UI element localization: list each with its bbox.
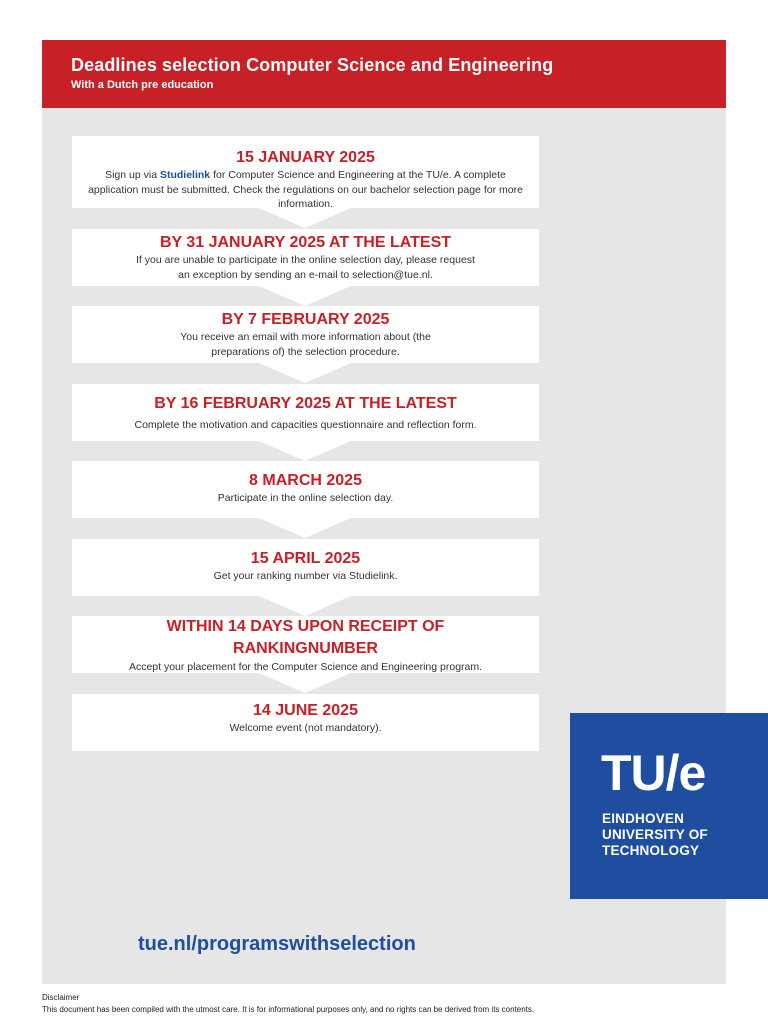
step-description: You receive an email with more information about (the preparations of) the selection procedure. [180,331,431,358]
step-description: Complete the motivation and capacities questionnaire and reflection form. [134,419,477,431]
step-date: 15 APRIL 2025 [250,550,361,567]
step-description: Participate in the online selection day. [217,492,394,504]
arrow-down-icon [259,518,351,538]
tue-logo [570,713,768,899]
logo-line-2: UNIVERSITY OF [602,827,708,842]
timeline-step-4 [72,384,539,441]
step-date: 15 JANUARY 2025 [236,149,375,166]
arrow-down-icon [259,286,351,306]
step-description: If you are unable to participate in the online selection day, please request an exception by sending an e-mail to selection@tue.nl. [136,254,475,281]
header-banner [42,40,726,108]
page-subtitle: With a Dutch pre education [71,79,214,91]
page-title: Deadlines selection Computer Science and Engineering [71,55,554,75]
timeline-step-3 [72,306,539,363]
arrow-down-icon [259,208,351,228]
logo-mark: TU/e [601,745,706,801]
program-url-link[interactable]: tue.nl/programswithselection [138,933,416,955]
timeline-step-6 [72,539,539,596]
step-description: Welcome event (not mandatory). [229,722,382,734]
timeline-step-5 [72,461,539,518]
arrow-down-icon [259,673,351,693]
timeline-step-2 [72,229,539,286]
step-date: BY 7 FEBRUARY 2025 [221,311,390,328]
step-date: 8 MARCH 2025 [249,472,362,489]
arrow-down-icon [259,363,351,383]
step-date: 14 JUNE 2025 [253,702,358,719]
arrow-down-icon [259,441,351,461]
disclaimer-title: Disclaimer [42,993,80,1002]
timeline-step-1 [72,136,539,208]
step-description: Accept your placement for the Computer Science and Engineering program. [128,661,483,673]
arrow-down-icon [259,596,351,616]
logo-line-3: TECHNOLOGY [602,843,700,858]
step-date: BY 16 FEBRUARY 2025 AT THE LATEST [154,395,457,412]
timeline-step-7 [72,616,539,673]
step-date: BY 31 JANUARY 2025 AT THE LATEST [159,234,452,251]
logo-line-1: EINDHOVEN [602,811,685,826]
step-date: WITHIN 14 DAYS UPON RECEIPT OF RANKINGNUMBER [166,618,445,657]
studielink-link[interactable]: Studielink [159,169,211,181]
disclaimer-text: This document has been compiled with the utmost care. It is for informational purposes only, and no rights can be derived from its contents. [42,1005,535,1014]
step-description: Get your ranking number via Studielink. [213,570,398,582]
step-description: Sign up via Studielink for Computer Science and Engineering at the TU/e. A complete application must be submitted. Check the regulations on our bachelor selection page for more information. [88,169,523,210]
timeline-step-8 [72,694,539,751]
